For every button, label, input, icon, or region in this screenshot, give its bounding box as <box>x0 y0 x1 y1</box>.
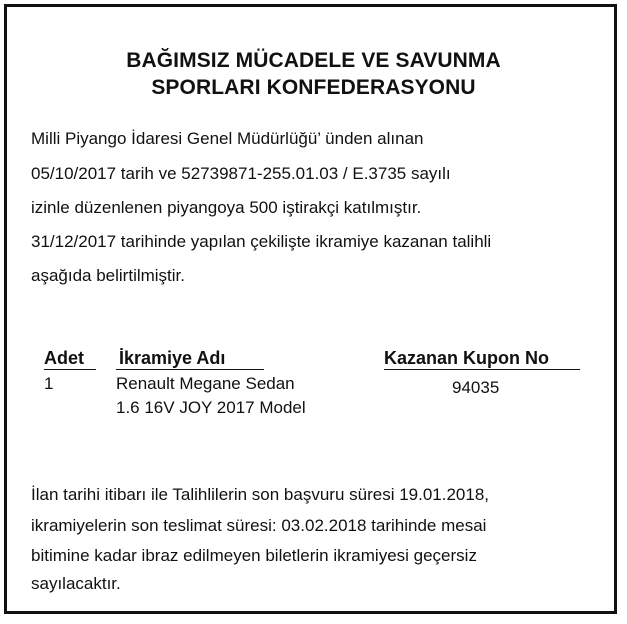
notice-title-line-2: SPORLARI KONFEDERASYONU <box>151 76 476 99</box>
footer-line-2: ikramiyelerin son teslimat süresi: 03.02.2018 tarihinde mesai <box>31 516 487 535</box>
footer-line-3: bitimine kadar ibraz edilmeyen biletlerin ikramiyesi geçersiz <box>31 546 477 565</box>
footer-line-4: sayılacaktır. <box>31 574 121 593</box>
table-header-count: Adet <box>44 348 84 368</box>
table-cell-count: 1 <box>44 374 54 393</box>
table-header-coupon: Kazanan Kupon No <box>384 348 549 368</box>
footer-line-1: İlan tarihi itibarı ile Talihlilerin son başvuru süresi 19.01.2018, <box>31 485 489 504</box>
table-cell-coupon: 94035 <box>452 378 500 397</box>
intro-line-2: 05/10/2017 tarih ve 52739871-255.01.03 / E.3735 sayılı <box>31 164 451 183</box>
intro-line-1: Milli Piyango İdaresi Genel Müdürlüğü’ ünden alınan <box>31 129 424 148</box>
intro-line-4: 31/12/2017 tarihinde yapılan çekilişte ikramiye kazanan talihli <box>31 232 492 251</box>
intro-line-5: aşağıda belirtilmiştir. <box>31 266 186 285</box>
table-header-coupon-underline <box>384 369 580 370</box>
table-header-count-underline <box>44 369 96 370</box>
table-cell-prize-line-2: 1.6 16V JOY 2017 Model <box>116 398 306 417</box>
table-cell-prize-line-1: Renault Megane Sedan <box>116 374 295 393</box>
table-header-prize: İkramiye Adı <box>119 348 226 368</box>
intro-line-3: izinle düzenlenen piyangoya 500 iştirakçi katılmıştır. <box>31 198 422 217</box>
notice-title-line-1: BAĞIMSIZ MÜCADELE VE SAVUNMA <box>126 49 501 72</box>
table-header-prize-underline <box>116 369 264 370</box>
